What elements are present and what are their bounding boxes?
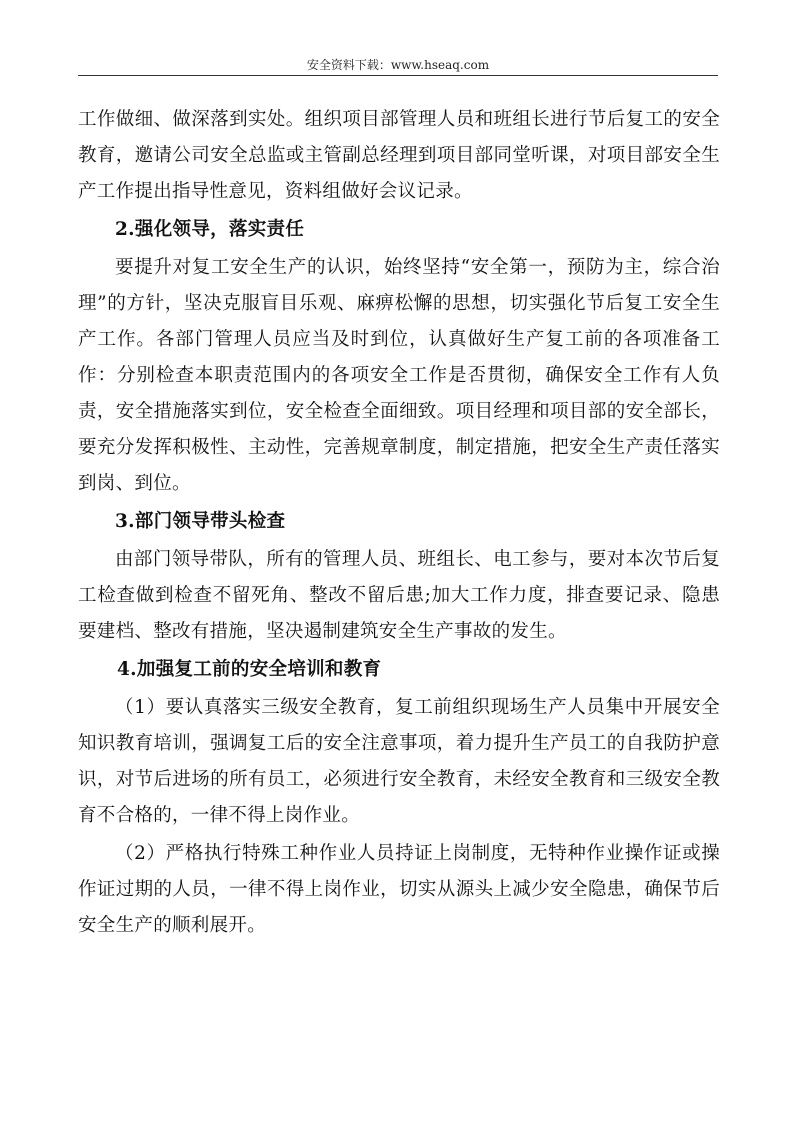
paragraph: （2）严格执行特殊工种作业人员持证上岗制度，无特种作业操作证或操作证过期的人员，一律不得上岗作业，切实从源头上减少安全隐患，确保节后安全生产的顺利展开。: [78, 843, 720, 936]
paragraph: （1）要认真落实三级安全教育，复工前组织现场生产人员集中开展安全知识教育培训，强调复工后的安全注意事项，着力提升生产员工的自我防护意识，对节后进场的所有员工，必须进行安全教育，未经安全教育和三级安全教育不合格的，一律不得上岗作业。: [78, 697, 720, 826]
document-body: [78, 102, 720, 944]
paragraph: 由部门领导带队，所有的管理人员、班组长、电工参与，要对本次节后复工检查做到检查不留死角、整改不留后患;加大工作力度，排查要记录、隐患要建档、整改有措施，坚决遏制建筑安全生产事故的发生。: [78, 549, 720, 642]
paragraph: 要提升对复工安全生产的认识，始终坚持“安全第一，预防为主，综合治理”的方针，坚决克服盲目乐观、麻痹松懈的思想，切实强化节后复工安全生产工作。各部门管理人员应当及时到位，认真做好生产复工前的各项准备工作：分别检查本职责范围内的各项安全工作是否贯彻，确保安全工作有人负责，安全措施落实到位，安全检查全面细致。项目经理和项目部的安全部长，要充分发挥积极性、主动性，完善规章制度，制定措施，把安全生产责任落实到岗、到位。: [78, 257, 720, 494]
section-heading-2: 2.强化领导，落实责任: [115, 219, 305, 240]
section-heading-3: 3.部门领导带头检查: [115, 511, 286, 532]
header-divider: [78, 75, 718, 76]
page-header: 安全资料下载：www.hseaq.com: [306, 58, 490, 72]
section-heading-4: 4.加强复工前的安全培训和教育: [117, 659, 382, 680]
paragraph: 工作做细、做深落到实处。组织项目部管理人员和班组长进行节后复工的安全教育，邀请公司安全总监或主管副总经理到项目部同堂听课，对项目部安全生产工作提出指导性意见，资料组做好会议记录。: [78, 109, 720, 202]
